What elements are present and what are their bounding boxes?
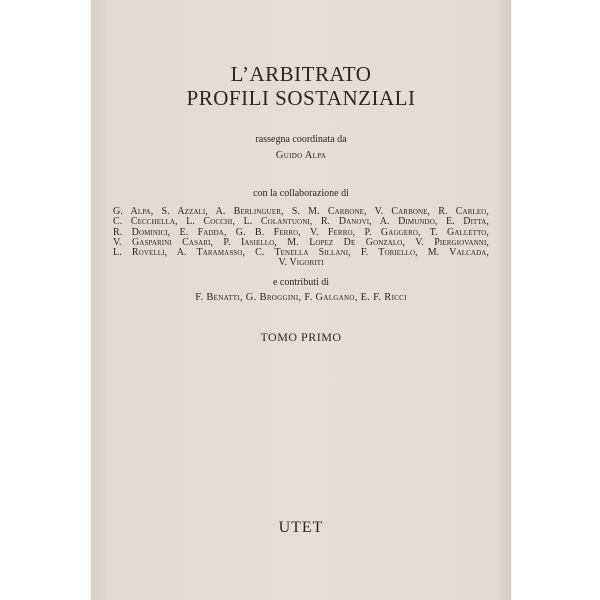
- title-page: [91, 0, 511, 600]
- collaborator-line: V. Gasparini Casari, P. Iasiello, M. Lopez De Gonzalo, V. Piergiovanni,: [113, 236, 489, 248]
- volume-label: TOMO PRIMO: [260, 330, 342, 344]
- collaborator-line: G. Alpa, S. Azzali, A. Berlinguer, S. M. Carbone, V. Carbone, R. Carleo,: [113, 206, 489, 217]
- collaborator-line: L. Rovelli, A. Taramasso, C. Tenella Sillani, F. Toriello, M. Valcada,: [113, 247, 489, 259]
- book-title-line-1: L’ARBITRATO: [230, 62, 372, 86]
- contributions-label: e contributi di: [272, 277, 330, 288]
- contributor-names: F. Benatti, G. Broggini, F. Galgano, E. F. Ricci: [195, 292, 407, 303]
- collaborator-line: R. Dominici, E. Fadda, G. B. Ferro, V. Ferro, P. Gaggero, T. Galletto,: [113, 226, 489, 238]
- editor-name: Guido Alpa: [275, 150, 327, 161]
- collaborator-line: V. Vigoriti: [278, 257, 324, 269]
- publisher-name: UTET: [278, 519, 324, 536]
- collaboration-label: con la collaborazione di: [253, 188, 349, 199]
- collaborator-list: [113, 207, 489, 269]
- book-title-line-2: PROFILI SOSTANZIALI: [186, 86, 416, 110]
- collaborator-line: C. Cecchella, L. Cocchi, L. Colantuoni, R. Danovi, A. Dimundo, E. Ditta,: [113, 216, 489, 228]
- coordination-label: rassegna coordinata da: [255, 134, 347, 145]
